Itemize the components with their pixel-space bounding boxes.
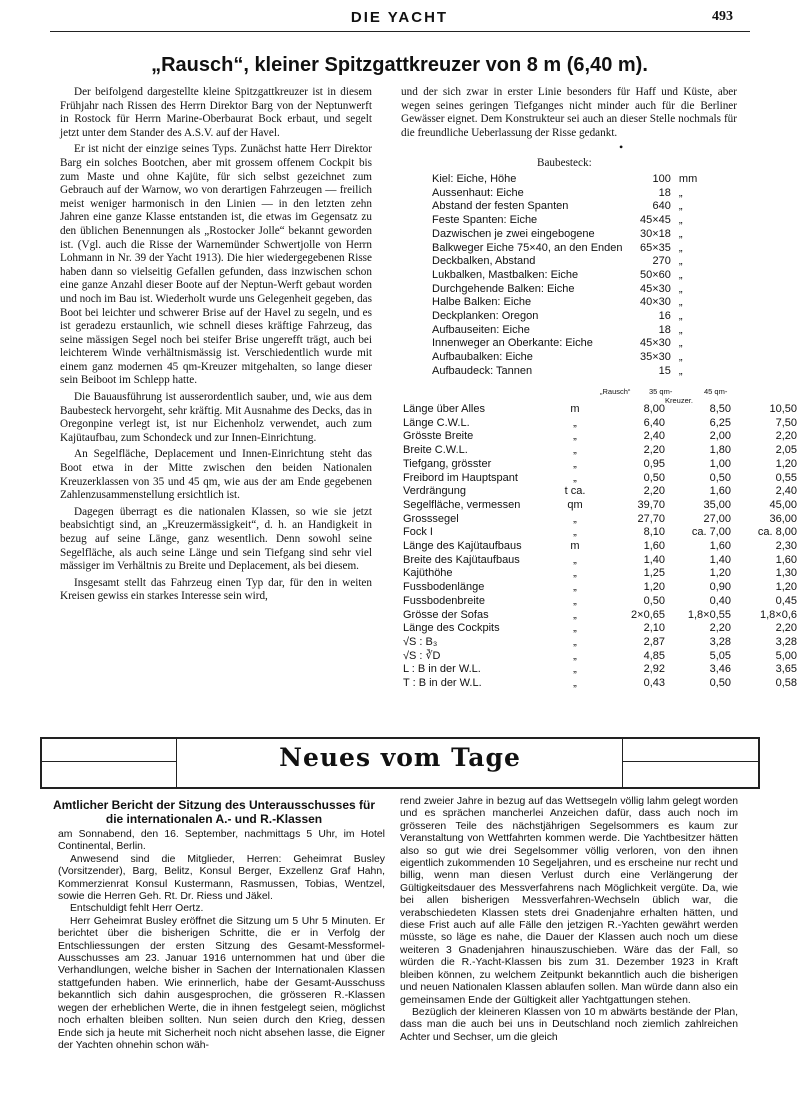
- baubesteck-unit: „: [678, 310, 683, 323]
- dims-cell-label: Grösse der Sofas: [403, 608, 489, 621]
- dims-row: [403, 444, 797, 458]
- dims-cell-a: 2,20: [643, 444, 665, 457]
- baubesteck-row: [432, 324, 707, 338]
- dims-cell-label: √S : B₃: [403, 635, 438, 648]
- baubesteck-value: 50×60: [640, 268, 671, 281]
- dims-row: [403, 581, 797, 595]
- baubesteck-label: Innenweger an Oberkante: Eiche: [432, 337, 593, 350]
- dims-cell-unit: „: [573, 622, 577, 635]
- dims-cell-c: 1,20: [775, 457, 797, 470]
- bullet-mark: •: [619, 140, 624, 154]
- article-paragraph: Die Bauausführung ist ausserordentlich sauber, und, wie aus dem Baubesteck hervorgeht, sehr kräftig. Mit Ausnahme des Decks, das in Oregonpine verlegt ist, ist nur Eichenholz verwendet, auch zum Kajütaufbau, zum Schondeck und zur Innen-Einrichtung.: [60, 391, 372, 444]
- baubesteck-value: 65×35: [640, 241, 671, 254]
- dims-cell-c: 3,65: [775, 663, 797, 676]
- baubesteck-row: [432, 255, 707, 269]
- baubesteck-value: 45×30: [640, 282, 671, 295]
- dims-cell-c: 1,30: [775, 567, 797, 580]
- baubesteck-unit: „: [678, 214, 683, 227]
- baubesteck-label: Lukbalken, Mastbalken: Eiche: [432, 268, 579, 281]
- dims-row: [403, 485, 797, 499]
- dims-cell-b: 3,28: [709, 635, 731, 648]
- banner-divider-right: [622, 739, 623, 787]
- baubesteck-unit: „: [678, 296, 683, 309]
- report-paragraph: Entschuldigt fehlt Herr Oertz.: [70, 903, 204, 915]
- baubesteck-row: [432, 269, 707, 283]
- baubesteck-row: [432, 351, 707, 365]
- dims-cell-c: 2,05: [775, 444, 797, 457]
- dims-row: [403, 636, 797, 650]
- dims-cell-b: 1,80: [709, 444, 731, 457]
- baubesteck-unit: mm: [678, 173, 698, 185]
- baubesteck-value: 18: [658, 186, 671, 199]
- dims-cell-c: 1,8×0,6: [759, 608, 797, 621]
- dims-cell-b: 1,20: [709, 567, 731, 580]
- dims-cell-a: 2,40: [643, 430, 665, 443]
- dims-cell-unit: „: [573, 526, 577, 539]
- dims-cell-label: Segelfläche, vermessen: [403, 498, 521, 511]
- dims-cell-unit: „: [573, 471, 577, 484]
- dims-cell-b: 0,90: [709, 581, 731, 594]
- dims-row: [403, 554, 797, 568]
- baubesteck-label: Deckbalken, Abstand: [432, 255, 536, 268]
- baubesteck-unit: „: [678, 268, 683, 281]
- dims-cell-b: 1,60: [709, 485, 731, 498]
- baubesteck-label: Durchgehende Balken: Eiche: [432, 282, 575, 295]
- report-title: Amtlicher Bericht der Sitzung des Unterausschusses für die internationalen A.- und R.-Klassen: [52, 798, 376, 826]
- dims-col-head-35: 35 qm-: [649, 387, 673, 396]
- dims-cell-label: L : B in der W.L.: [403, 663, 481, 676]
- dims-row: [403, 609, 797, 623]
- dims-cell-unit: „: [573, 416, 577, 429]
- dims-cell-b: 0,50: [709, 471, 731, 484]
- dims-cell-c: 3,28: [775, 635, 797, 648]
- baubesteck-unit: „: [678, 227, 683, 240]
- report-right-column: [400, 796, 738, 1044]
- dims-cell-label: Kajüthöhe: [403, 567, 453, 580]
- dims-cell-unit: „: [573, 430, 577, 443]
- dims-cell-c: 45,00: [769, 498, 797, 511]
- banner-rule-right: [622, 761, 758, 762]
- dims-cell-c: 5,00: [775, 649, 797, 662]
- baubesteck-row: [432, 242, 707, 256]
- article-left-column: [60, 86, 372, 607]
- baubesteck-row: [432, 200, 707, 214]
- dims-cell-label: Tiefgang, grösster: [403, 457, 492, 470]
- report-paragraph: Herr Geheimrat Busley eröffnet die Sitzung um 5 Uhr 5 Minuten. Er berichtet über die bisherigen Schritte, die er in Verfolg der Entschliessungen der ersten Sitzung des Gesamt-Messformel-Ausschusses am 23. Januar 1916 unternommen hat und über die Verhandlungen, welche bisher in Sachen der Internationalen Klassen stattgefunden haben. Wie erinnerlich, habe der Gesamt-Ausschuss bekanntlich sich dahin ausgesprochen, die grösseren R.-Klassen wegen der erheblichen Werte, die in ihnen festgelegt seien, möglichst noch erhalten bleiben sollten. Nun seien durch den Krieg, dessen Ende sich ja heute mit Sicherheit noch nicht absehen lasse, die Eigner der Yachten ohnehin schon wäh-: [58, 915, 385, 1051]
- dims-cell-unit: m: [570, 403, 580, 415]
- dims-row: [403, 622, 797, 636]
- dims-cell-b: 5,05: [709, 649, 731, 662]
- dims-cell-c: 0,45: [775, 594, 797, 607]
- baubesteck-label: Feste Spanten: Eiche: [432, 214, 538, 227]
- baubesteck-row: [432, 365, 707, 379]
- dims-cell-label: Grosssegel: [403, 512, 459, 525]
- dims-cell-unit: „: [573, 635, 577, 648]
- baubesteck-row: [432, 296, 707, 310]
- dims-cell-a: 0,95: [643, 457, 665, 470]
- dims-cell-a: 1,60: [643, 540, 665, 553]
- banner-divider-left: [176, 739, 177, 787]
- dims-cell-label: Verdrängung: [403, 485, 466, 498]
- dims-cell-b: ca. 7,00: [691, 526, 731, 539]
- dims-cell-b: 1,8×0,55: [687, 608, 731, 621]
- dims-cell-label: Länge C.W.L.: [403, 416, 470, 429]
- dims-cell-c: 0,58: [775, 677, 797, 690]
- baubesteck-value: 15: [658, 364, 671, 377]
- baubesteck-unit: „: [678, 186, 683, 199]
- dims-cell-label: Breite des Kajütaufbaus: [403, 553, 520, 566]
- header-rule: [50, 31, 750, 32]
- dims-row: [403, 513, 797, 527]
- dims-cell-b: 8,50: [709, 403, 731, 415]
- dims-cell-a: 2×0,65: [631, 608, 665, 621]
- dims-row: [403, 403, 797, 417]
- baubesteck-value: 45×45: [640, 214, 671, 227]
- news-banner-title: Neues vom Tage: [178, 743, 622, 772]
- dims-cell-c: 1,60: [775, 553, 797, 566]
- dims-cell-a: 1,25: [643, 567, 665, 580]
- baubesteck-label: Dazwischen je zwei eingebogene: [432, 227, 595, 240]
- dims-cell-b: 3,46: [709, 663, 731, 676]
- baubesteck-unit: „: [678, 200, 683, 213]
- dims-cell-label: Länge des Cockpits: [403, 622, 500, 635]
- baubesteck-unit: „: [678, 241, 683, 254]
- dims-cell-unit: „: [573, 457, 577, 470]
- dims-cell-a: 2,92: [643, 663, 665, 676]
- dims-cell-label: Länge über Alles: [403, 403, 485, 415]
- baubesteck-row: [432, 337, 707, 351]
- dims-cell-c: 2,30: [775, 540, 797, 553]
- dims-cell-b: 27,00: [703, 512, 731, 525]
- baubesteck-label: Aussenhaut: Eiche: [432, 186, 524, 199]
- baubesteck-unit: „: [678, 351, 683, 364]
- baubesteck-value: 270: [652, 255, 671, 268]
- dims-row: [403, 526, 797, 540]
- dims-col-head-kreuzer: Kreuzer.: [665, 396, 693, 405]
- dims-row: [403, 595, 797, 609]
- news-banner: [40, 737, 760, 789]
- baubesteck-value: 35×30: [640, 351, 671, 364]
- baubesteck-unit: „: [678, 255, 683, 268]
- dims-cell-a: 0,43: [643, 677, 665, 690]
- baubesteck-label: Balkweger Eiche 75×40, an den Enden: [432, 241, 623, 254]
- dims-cell-unit: „: [573, 663, 577, 676]
- dims-cell-c: 0,55: [775, 471, 797, 484]
- dims-cell-unit: „: [573, 512, 577, 525]
- dims-cell-unit: „: [573, 567, 577, 580]
- dims-cell-a: 2,10: [643, 622, 665, 635]
- baubesteck-row: [432, 283, 707, 297]
- dims-cell-a: 1,40: [643, 553, 665, 566]
- dims-cell-c: 2,20: [775, 622, 797, 635]
- dims-cell-a: 4,85: [643, 649, 665, 662]
- baubesteck-value: 100: [652, 173, 671, 185]
- baubesteck-unit: „: [678, 364, 683, 377]
- baubesteck-label: Deckplanken: Oregon: [432, 310, 539, 323]
- dims-cell-a: 2,87: [643, 635, 665, 648]
- baubesteck-label: Kiel: Eiche, Höhe: [432, 173, 517, 185]
- dims-cell-c: 10,50: [769, 403, 797, 415]
- dims-cell-b: 1,60: [709, 540, 731, 553]
- baubesteck-label: Aufbauseiten: Eiche: [432, 323, 530, 336]
- dims-row: [403, 458, 797, 472]
- dims-row: [403, 472, 797, 486]
- dims-cell-label: Grösste Breite: [403, 430, 474, 443]
- baubesteck-unit: „: [678, 323, 683, 336]
- dims-cell-unit: „: [573, 677, 577, 690]
- dims-cell-label: Breite C.W.L.: [403, 444, 468, 457]
- report-paragraph: Anwesend sind die Mitglieder, Herren: Geheimrat Busley (Vorsitzender), Barg, Belitz, Konsul Berger, Exzellenz Graf Hahn, Kommerzienrat Konsul Kustermann, Rasmussen, Tobias, Wentzel, sowie die Herren Geh. Rt. Dr. Riess und Jäkel.: [58, 853, 385, 903]
- dims-cell-c: 1,20: [775, 581, 797, 594]
- baubesteck-value: 16: [658, 310, 671, 323]
- dims-cell-a: 27,70: [637, 512, 665, 525]
- dims-cell-label: T : B in der W.L.: [403, 677, 482, 690]
- report-paragraph: am Sonnabend, den 16. September, nachmittags 5 Uhr, im Hotel Continental, Berlin.: [58, 829, 385, 853]
- dims-cell-label: Fussbodenlänge: [403, 581, 485, 594]
- dims-row: [403, 650, 797, 664]
- dims-cell-label: Fock I: [403, 526, 433, 539]
- dims-row: [403, 567, 797, 581]
- dims-cell-unit: „: [573, 608, 577, 621]
- dims-cell-c: ca. 8,00: [757, 526, 797, 539]
- baubesteck-row: [432, 187, 707, 201]
- baubesteck-row: [432, 310, 707, 324]
- baubesteck-unit: „: [678, 282, 683, 295]
- dims-cell-unit: „: [573, 444, 577, 457]
- dims-row: [403, 663, 797, 677]
- dims-cell-label: Fussbodenbreite: [403, 594, 485, 607]
- dims-cell-a: 8,00: [643, 403, 665, 415]
- dims-cell-unit: „: [573, 553, 577, 566]
- dims-cell-label: Freibord im Hauptspant: [403, 471, 518, 484]
- dims-cell-b: 0,50: [709, 677, 731, 690]
- baubesteck-label: Aufbaudeck: Tannen: [432, 364, 533, 377]
- report-paragraph: Bezüglich der kleineren Klassen von 10 m abwärts bestände der Plan, dass man die auch bei uns in Deutschland noch ziemlich zahlreichen Achter und Sechser, um die gleich: [400, 1006, 738, 1043]
- article-paragraph: Dagegen überragt es die nationalen Klassen, so wie sie jetzt beabsichtigt sind, an „Kreuzermässigkeit“, d. h. an Handigkeit in bezug auf seine Länge, ganz wesentlich. Denn sowohl seine Segelfläche, als auch seine Länge und sein Tiefgang sind sehr viel mässiger im Verhältnis zu Breite und Deplacement, als bei diesem.: [60, 505, 372, 573]
- baubesteck-label: Abstand der festen Spanten: [432, 200, 569, 213]
- magazine-title: DIE YACHT: [350, 9, 449, 26]
- article-paragraph: Insgesamt stellt das Fahrzeug einen Typ dar, für den in weiten Kreisen gewiss ein starkes Interesse sein wird,: [60, 576, 372, 603]
- page-number: 493: [712, 9, 733, 24]
- baubesteck-value: 640: [652, 200, 671, 213]
- article-paragraph: An Segelfläche, Deplacement und Innen-Einrichtung steht das Boot etwa in der Mitte zwischen den beiden Nationalen Kreuzerklassen von 35 und 45 qm, wie aus der am Ende gegebenen Zahlenzusammenstellung ersichtlich ist.: [60, 448, 372, 502]
- dims-cell-c: 36,00: [769, 512, 797, 525]
- baubesteck-table: [432, 173, 707, 379]
- dims-cell-a: 0,50: [643, 471, 665, 484]
- article-right-intro: [401, 86, 737, 143]
- dims-cell-a: 1,20: [643, 581, 665, 594]
- baubesteck-label: Aufbaubalken: Eiche: [432, 351, 533, 364]
- article-paragraph: und der sich zwar in erster Linie besonders für Haff und Küste, aber wegen seines geringen Tiefganges nicht minder auch für die Berliner Gewässer eignet. Dem Konstrukteur sei auch an dieser Stelle nochmals für die freundliche Ueberlassung der Risse gedankt.: [401, 86, 737, 139]
- baubesteck-value: 30×18: [640, 227, 671, 240]
- baubesteck-row: [432, 228, 707, 242]
- baubesteck-value: 40×30: [640, 296, 671, 309]
- dims-cell-b: 2,00: [709, 430, 731, 443]
- dims-col-head-rausch: „Rausch“: [600, 387, 631, 396]
- banner-rule-left: [42, 761, 176, 762]
- dims-cell-a: 0,50: [643, 594, 665, 607]
- dims-cell-label: Länge des Kajütaufbaus: [403, 540, 522, 553]
- dims-cell-unit: m: [570, 540, 580, 553]
- dims-cell-a: 2,20: [643, 485, 665, 498]
- dims-cell-b: 35,00: [703, 498, 731, 511]
- baubesteck-value: 45×30: [640, 337, 671, 350]
- article-paragraph: Der beifolgend dargestellte kleine Spitzgattkreuzer ist in diesem Frühjahr nach Rissen des Herrn Direktor Barg von der Neptunwerft in Rostock für Herrn Marine-Oberbaurat Bock erbaut, und segelt jetzt unter dem Stander des A.S.V. auf der Havel.: [60, 86, 372, 139]
- dims-cell-c: 2,20: [775, 430, 797, 443]
- baubesteck-label: Halbe Balken: Eiche: [432, 296, 532, 309]
- baubesteck-row: [432, 173, 707, 187]
- dims-row: [403, 417, 797, 431]
- dims-cell-b: 0,40: [709, 594, 731, 607]
- baubesteck-row: [432, 214, 707, 228]
- baubesteck-unit: „: [678, 337, 683, 350]
- dims-row: [403, 430, 797, 444]
- dims-cell-b: 1,40: [709, 553, 731, 566]
- article-paragraph: Er ist nicht der einzige seines Typs. Zunächst hatte Herr Direktor Barg ein solches Bootchen, aber mit grossem offenem Cockpit bis zum Maste und ohne Kajüte, für sich selbst gezeichnet zum Gebrauch auf der Warnow, wo von derartigen Fahrzeugen — freilich meist weniger harmonisch in den Linien — in den letzten zehn Jahren eine ganze Klasse entstanden ist, die etwas im Gegensatz zu den üblichen Benennungen als „Rostocker Jolle“ bekannt geworden ist. (Vgl. auch die Risse der Warnemünder Schwertjolle von Herrn Lohmann in Nr. 39 der Yacht 1913). Die hier wiedergegebenen Risse haben dann so vielseitig Gefallen gefunden, dass inzwischen schon eine ganze Anzahl dieser Boote auf der Neptun-Werft gebaut worden und noch im Bau ist. Wiederholt wurde uns Gelegenheit gegeben, das Boot bei leichter und schwerer Brise auf der Havel zu segeln, und es ist geradezu erstaunlich, wie schnell dieses kräftige Fahrzeug, das seine mässigen Segel noch bei steifer Brise ungerefft trägt, auch bei leichterem Winde verhältnismässig ist. Verschiedentlich wurde mit einem ganz modernen 45 qm-Kreuzer mitgehalten, so lange dieser sein Beiboot im Schlepp hatte.: [60, 143, 372, 387]
- dims-cell-c: 7,50: [775, 416, 797, 429]
- dims-cell-label: √S : ∛D: [403, 649, 441, 662]
- dimensions-table: [403, 403, 797, 691]
- dims-cell-unit: „: [573, 594, 577, 607]
- dims-cell-c: 2,40: [775, 485, 797, 498]
- dims-row: [403, 499, 797, 513]
- dims-cell-b: 1,00: [709, 457, 731, 470]
- dims-cell-b: 2,20: [709, 622, 731, 635]
- dims-col-head-45: 45 qm-: [704, 387, 728, 396]
- article-title: „Rausch“, kleiner Spitzgattkreuzer von 8 m (6,40 m).: [151, 54, 648, 76]
- dims-cell-unit: qm: [567, 498, 583, 511]
- dims-cell-a: 39,70: [637, 498, 665, 511]
- dims-cell-a: 6,40: [643, 416, 665, 429]
- dims-cell-unit: „: [573, 649, 577, 662]
- report-left-column: [58, 829, 385, 1052]
- baubesteck-value: 18: [658, 323, 671, 336]
- dims-row: [403, 677, 797, 691]
- report-paragraph: rend zweier Jahre in bezug auf das Wettsegeln völlig lahm gelegt worden und es sprächen mancherlei Anzeichen dafür, dass auch noch im grösseren Teile des nächstjährigen Segelsommers es kaum zur Veranstaltung von Wettfahrten kommen werde. Die Yachtbesitzer hätten also so gut wie drei Segelsommer völlig verloren, von den ihnen eigentlich zukommenden 10 Segeljahren, und es erscheine nur recht und billig, wenn man diesen Verlust durch eine Verlängerung der Gültigkeitsdauer des Messverfahrens nach Möglichkeit vergüte. Da, wie bei allen bisherigen Messverfahren-Wechseln üblich war, die verabschiedeten Klassen stets drei Gnadenjahre erhalten hätten, und diese Frist auch auf alle Fälle den jetzigen R.-Yachten gewährt werden müsste, so läge es nahe, die Dauer der Klassen auch noch um diese weiteren 3 Gnadenjahren hinauszuschieben. Wäre das der Fall, so würden die R.-Yacht-Klassen bis zum 31. Dezember 1923 in Kraft bleiben können, zu welchem Zeitpunkt bekanntlich auch die bisherigen und neuen Nationalen Klassen ablaufen sollen. Man würde dann also ein gemeinsamen Ende der Gültigkeit aller Yachtgattungen stehen.: [400, 796, 738, 1006]
- dims-cell-a: 8,10: [643, 526, 665, 539]
- baubesteck-heading: Baubesteck:: [537, 157, 592, 169]
- dims-cell-b: 6,25: [709, 416, 731, 429]
- dims-cell-unit: „: [573, 581, 577, 594]
- dims-row: [403, 540, 797, 554]
- dims-cell-unit: t ca.: [564, 485, 586, 498]
